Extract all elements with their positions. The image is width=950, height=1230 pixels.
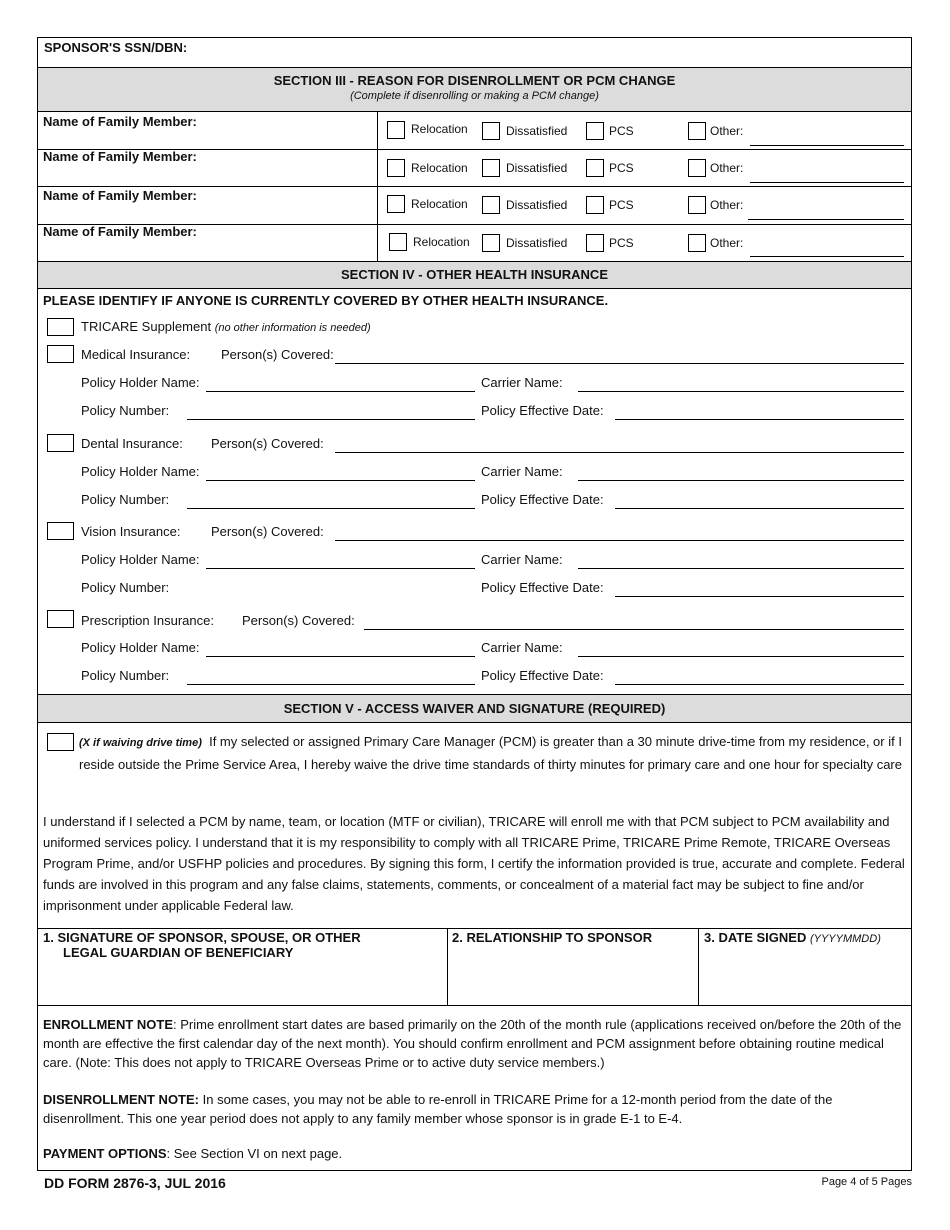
persons-covered-label: Person(s) Covered: [221, 347, 334, 362]
sponsor-ssn-label: SPONSOR'S SSN/DBN: [44, 40, 188, 55]
other-label: Other: [710, 161, 744, 175]
other-checkbox[interactable] [688, 159, 706, 177]
relationship-field[interactable] [448, 948, 697, 1004]
tricare-supplement-row [81, 319, 371, 334]
enrollment-note-title: ENROLLMENT NOTE [43, 1017, 173, 1032]
certification-text: I understand if I selected a PCM by name, team, or location (MTF or civilian), TRICARE will enroll me with that PCM subject to PCM availability and uniformed services policy. I understand that it is my responsibility to comply with all TRICARE Prime, TRICARE Prime Remote, TRICARE Overseas Program Prime, and/or USFHP policies and procedures. By signing this form, I certify the information provided is true, accurate and complete. Federal funds are involved in this program and any false claims, statements, comments, or concealment of a material fact may be subject to fine and/or imprisonment under applicable Federal law. [43, 814, 905, 913]
pcs-checkbox[interactable] [586, 234, 604, 252]
section-3-header [38, 67, 911, 112]
other-label: Other: [710, 236, 744, 250]
relocation-label: Relocation [411, 122, 468, 136]
carrier-name-label: Carrier Name: [481, 375, 563, 390]
other-input-line[interactable] [750, 256, 904, 257]
section-5-header [38, 694, 911, 723]
vision-insurance-checkbox[interactable] [47, 522, 74, 540]
waiver-label: (X if waiving drive time) [79, 737, 202, 749]
relocation-checkbox[interactable] [389, 233, 407, 251]
effective-date-line[interactable] [615, 508, 904, 509]
effective-date-line[interactable] [615, 419, 904, 420]
persons-covered-label: Person(s) Covered: [242, 613, 355, 628]
relocation-checkbox[interactable] [387, 195, 405, 213]
persons-covered-label: Person(s) Covered: [211, 436, 324, 451]
section-4-header [38, 261, 911, 289]
policy-number-line[interactable] [187, 684, 475, 685]
medical-insurance-label: Medical Insurance: [81, 347, 191, 362]
payment-options-title: PAYMENT OPTIONS [43, 1146, 167, 1161]
signature-table-bottom [38, 1005, 911, 1006]
relocation-checkbox[interactable] [387, 121, 405, 139]
dissatisfied-checkbox[interactable] [482, 196, 500, 214]
effective-date-line[interactable] [615, 684, 904, 685]
dissatisfied-checkbox[interactable] [482, 122, 500, 140]
persons-covered-line[interactable] [335, 540, 904, 541]
pcs-label: PCS [609, 124, 634, 138]
policy-holder-label: Policy Holder Name: [81, 464, 200, 479]
policy-holder-line[interactable] [206, 480, 475, 481]
waiver-checkbox[interactable] [47, 733, 74, 751]
carrier-name-line[interactable] [578, 480, 904, 481]
form-page [37, 37, 912, 1171]
policy-number-label: Policy Number: [81, 492, 170, 507]
policy-number-label: Policy Number: [81, 580, 170, 595]
policy-number-label: Policy Number: [81, 668, 170, 683]
tricare-supplement-checkbox[interactable] [47, 318, 74, 336]
policy-holder-line[interactable] [206, 568, 475, 569]
pcs-checkbox[interactable] [586, 196, 604, 214]
section-5-title: SECTION V - ACCESS WAIVER AND SIGNATURE (REQUIRED) [283, 701, 666, 716]
disenrollment-note-title: DISENROLLMENT NOTE: [43, 1092, 199, 1107]
policy-number-label: Policy Number: [81, 403, 170, 418]
relationship-label: 2. RELATIONSHIP TO SPONSOR [452, 930, 653, 945]
signature-label-line-1: 1. SIGNATURE OF SPONSOR, SPOUSE, OR OTHER [43, 930, 361, 945]
medical-insurance-checkbox[interactable] [47, 345, 74, 363]
disenrollment-note-text: In some cases, you may not be able to re-enroll in TRICARE Prime for a 12-month period from the date of the disenrollment. This one year period does not apply to any family member whose sponsor is in grade E-1 to E-4. [43, 1092, 833, 1126]
family-member-label: Name of Family Member: [43, 114, 197, 129]
signature-label [43, 930, 361, 960]
dissatisfied-label: Dissatisfied [506, 198, 568, 212]
policy-holder-line[interactable] [206, 656, 475, 657]
payment-options-text: : See Section VI on next page. [166, 1146, 343, 1161]
enrollment-note [43, 1015, 905, 1072]
persons-covered-line[interactable] [364, 629, 904, 630]
pcs-checkbox[interactable] [586, 122, 604, 140]
dental-insurance-label: Dental Insurance: [81, 436, 183, 451]
other-input-line[interactable] [750, 145, 904, 146]
pcs-label: PCS [609, 236, 634, 250]
sponsor-ssn-field[interactable] [208, 38, 908, 66]
waiver-paragraph [79, 731, 904, 775]
carrier-name-line[interactable] [578, 568, 904, 569]
signature-label-line-2: LEGAL GUARDIAN OF BENEFICIARY [63, 945, 294, 960]
policy-number-line[interactable] [187, 419, 475, 420]
other-checkbox[interactable] [688, 234, 706, 252]
policy-holder-label: Policy Holder Name: [81, 552, 200, 567]
other-input-line[interactable] [748, 219, 904, 220]
other-label: Other: [710, 124, 744, 138]
payment-options [43, 1144, 905, 1163]
enrollment-note-text: : Prime enrollment start dates are based primarily on the 20th of the month rule (applications received on/before the 20th of the month are effective the first calendar day of the next month). You should confirm enrollment and PCM assignment before obtaining routine medical care. (Note: This does not apply to TRICARE Overseas Prime or to active duty service members.) [43, 1017, 902, 1070]
other-checkbox[interactable] [688, 196, 706, 214]
other-insurance-instruction: PLEASE IDENTIFY IF ANYONE IS CURRENTLY COVERED BY OTHER HEALTH INSURANCE. [43, 293, 609, 308]
carrier-name-line[interactable] [578, 391, 904, 392]
date-format-hint: (YYYYMMDD) [809, 933, 881, 945]
date-signed-field[interactable] [699, 948, 909, 1004]
page-number: Page 4 of 5 Pages [821, 1176, 912, 1188]
carrier-name-label: Carrier Name: [481, 640, 563, 655]
persons-covered-line[interactable] [335, 363, 904, 364]
dissatisfied-label: Dissatisfied [506, 161, 568, 175]
relocation-label: Relocation [413, 235, 470, 249]
policy-holder-label: Policy Holder Name: [81, 375, 200, 390]
effective-date-label: Policy Effective Date: [481, 403, 604, 418]
section-4-title: SECTION IV - OTHER HEALTH INSURANCE [341, 267, 608, 282]
family-member-label: Name of Family Member: [43, 149, 197, 164]
policy-holder-line[interactable] [206, 391, 475, 392]
policy-holder-label: Policy Holder Name: [81, 640, 200, 655]
carrier-name-label: Carrier Name: [481, 552, 563, 567]
form-id: DD FORM 2876-3, JUL 2016 [44, 1175, 226, 1191]
prescription-insurance-label: Prescription Insurance: [81, 613, 214, 628]
section-3-divider [377, 112, 378, 262]
section-3-subtitle: (Complete if disenrolling or making a PCM change) [350, 90, 599, 102]
disenrollment-note [43, 1090, 905, 1128]
prescription-insurance-checkbox[interactable] [47, 610, 74, 628]
effective-date-line[interactable] [615, 596, 904, 597]
persons-covered-line[interactable] [335, 452, 904, 453]
relocation-label: Relocation [411, 161, 468, 175]
family-member-label: Name of Family Member: [43, 224, 197, 239]
other-label: Other: [710, 198, 744, 212]
dissatisfied-checkbox[interactable] [482, 159, 500, 177]
persons-covered-label: Person(s) Covered: [211, 524, 324, 539]
pcs-label: PCS [609, 198, 634, 212]
date-signed-title: 3. DATE SIGNED [704, 930, 807, 945]
policy-number-line[interactable] [187, 508, 475, 509]
dissatisfied-label: Dissatisfied [506, 236, 568, 250]
pcs-label: PCS [609, 161, 634, 175]
other-input-line[interactable] [750, 182, 904, 183]
waiver-text: If my selected or assigned Primary Care Manager (PCM) is greater than a 30 minute drive-time from my residence, or if I reside outside the Prime Service Area, I hereby waive the drive time standards of thirty minutes for primary care and one hour for specialty care [79, 734, 902, 772]
other-checkbox[interactable] [688, 122, 706, 140]
signature-table-top [38, 928, 911, 929]
date-signed-label [704, 930, 881, 945]
effective-date-label: Policy Effective Date: [481, 492, 604, 507]
signature-field[interactable] [39, 963, 446, 1004]
relocation-label: Relocation [411, 197, 468, 211]
section-3-title: SECTION III - REASON FOR DISENROLLMENT OR PCM CHANGE [273, 73, 676, 88]
dissatisfied-checkbox[interactable] [482, 234, 500, 252]
pcs-checkbox[interactable] [586, 159, 604, 177]
carrier-name-label: Carrier Name: [481, 464, 563, 479]
vision-insurance-label: Vision Insurance: [81, 524, 181, 539]
dissatisfied-label: Dissatisfied [506, 124, 568, 138]
family-member-label: Name of Family Member: [43, 188, 197, 203]
effective-date-label: Policy Effective Date: [481, 580, 604, 595]
dental-insurance-checkbox[interactable] [47, 434, 74, 452]
effective-date-label: Policy Effective Date: [481, 668, 604, 683]
row-divider [38, 186, 911, 187]
relocation-checkbox[interactable] [387, 159, 405, 177]
carrier-name-line[interactable] [578, 656, 904, 657]
tricare-supplement-note: (no other information is needed) [214, 322, 371, 334]
tricare-supplement-label: TRICARE Supplement [81, 319, 212, 334]
